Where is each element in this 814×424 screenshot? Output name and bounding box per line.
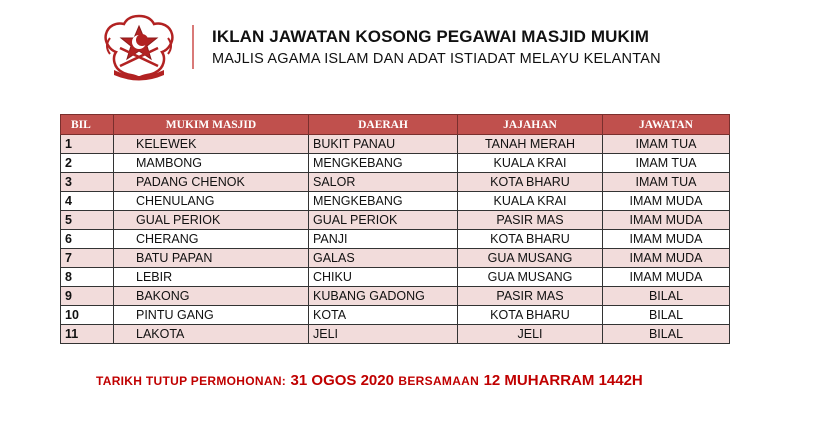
- cell-bil: 5: [61, 211, 114, 230]
- cell-jawatan: IMAM TUA: [603, 173, 730, 192]
- column-header-jajahan: JAJAHAN: [458, 115, 603, 135]
- closing-date-hijri: 12 MUHARRAM 1442H: [483, 372, 643, 389]
- cell-bil: 4: [61, 192, 114, 211]
- page-title: IKLAN JAWATAN KOSONG PEGAWAI MASJID MUKIM: [212, 27, 649, 46]
- cell-jawatan: BILAL: [603, 325, 730, 344]
- cell-jawatan: IMAM MUDA: [603, 211, 730, 230]
- cell-bil: 6: [61, 230, 114, 249]
- table-row: [61, 192, 730, 211]
- cell-daerah: MENGKEBANG: [309, 192, 458, 211]
- cell-daerah: PANJI: [309, 230, 458, 249]
- cell-jajahan: JELI: [458, 325, 603, 344]
- cell-jawatan: BILAL: [603, 287, 730, 306]
- cell-bil: 11: [61, 325, 114, 344]
- cell-mukim: CHERANG: [114, 230, 309, 249]
- header-divider: [192, 25, 194, 69]
- cell-daerah: GUAL PERIOK: [309, 211, 458, 230]
- cell-bil: 8: [61, 268, 114, 287]
- vacancy-table: [60, 114, 730, 344]
- cell-daerah: KOTA: [309, 306, 458, 325]
- cell-mukim: BATU PAPAN: [114, 249, 309, 268]
- cell-bil: 3: [61, 173, 114, 192]
- table-row: [61, 287, 730, 306]
- cell-daerah: CHIKU: [309, 268, 458, 287]
- cell-mukim: GUAL PERIOK: [114, 211, 309, 230]
- cell-mukim: MAMBONG: [114, 154, 309, 173]
- cell-jajahan: GUA MUSANG: [458, 268, 603, 287]
- equivalent-label: BERSAMAAN: [398, 374, 480, 388]
- column-header-jawatan: JAWATAN: [603, 115, 730, 135]
- cell-mukim: BAKONG: [114, 287, 309, 306]
- cell-jajahan: KUALA KRAI: [458, 154, 603, 173]
- cell-jajahan: KOTA BHARU: [458, 173, 603, 192]
- table-row: [61, 154, 730, 173]
- cell-daerah: GALAS: [309, 249, 458, 268]
- cell-jajahan: KUALA KRAI: [458, 192, 603, 211]
- closing-date-label: TARIKH TUTUP PERMOHONAN:: [96, 374, 287, 388]
- cell-mukim: KELEWEK: [114, 135, 309, 154]
- cell-bil: 10: [61, 306, 114, 325]
- cell-daerah: KUBANG GADONG: [309, 287, 458, 306]
- closing-date-notice: [96, 372, 643, 390]
- cell-mukim: CHENULANG: [114, 192, 309, 211]
- table-row: [61, 211, 730, 230]
- cell-jajahan: KOTA BHARU: [458, 306, 603, 325]
- cell-jawatan: IMAM MUDA: [603, 192, 730, 211]
- cell-mukim: PINTU GANG: [114, 306, 309, 325]
- cell-bil: 2: [61, 154, 114, 173]
- cell-mukim: LEBIR: [114, 268, 309, 287]
- cell-jajahan: PASIR MAS: [458, 211, 603, 230]
- table-row: [61, 249, 730, 268]
- cell-jawatan: IMAM TUA: [603, 154, 730, 173]
- majlis-crest-icon: [100, 12, 178, 82]
- table-row: [61, 325, 730, 344]
- cell-daerah: JELI: [309, 325, 458, 344]
- closing-date-gregorian: 31 OGOS 2020: [290, 372, 394, 389]
- cell-bil: 7: [61, 249, 114, 268]
- table-row: [61, 230, 730, 249]
- table-header-row: [61, 115, 730, 135]
- cell-jajahan: TANAH MERAH: [458, 135, 603, 154]
- table-row: [61, 268, 730, 287]
- cell-mukim: LAKOTA: [114, 325, 309, 344]
- cell-daerah: SALOR: [309, 173, 458, 192]
- cell-daerah: BUKIT PANAU: [309, 135, 458, 154]
- column-header-mukim: MUKIM MASJID: [114, 115, 309, 135]
- cell-jawatan: IMAM MUDA: [603, 249, 730, 268]
- cell-mukim: PADANG CHENOK: [114, 173, 309, 192]
- cell-jajahan: GUA MUSANG: [458, 249, 603, 268]
- cell-jajahan: KOTA BHARU: [458, 230, 603, 249]
- table-row: [61, 173, 730, 192]
- cell-jawatan: IMAM MUDA: [603, 268, 730, 287]
- page-subtitle: MAJLIS AGAMA ISLAM DAN ADAT ISTIADAT MELAYU KELANTAN: [212, 51, 661, 67]
- cell-bil: 9: [61, 287, 114, 306]
- cell-bil: 1: [61, 135, 114, 154]
- column-header-bil: BIL: [61, 115, 114, 135]
- cell-jawatan: IMAM TUA: [603, 135, 730, 154]
- cell-jajahan: PASIR MAS: [458, 287, 603, 306]
- table-row: [61, 135, 730, 154]
- column-header-daerah: DAERAH: [309, 115, 458, 135]
- cell-daerah: MENGKEBANG: [309, 154, 458, 173]
- table-row: [61, 306, 730, 325]
- cell-jawatan: BILAL: [603, 306, 730, 325]
- cell-jawatan: IMAM MUDA: [603, 230, 730, 249]
